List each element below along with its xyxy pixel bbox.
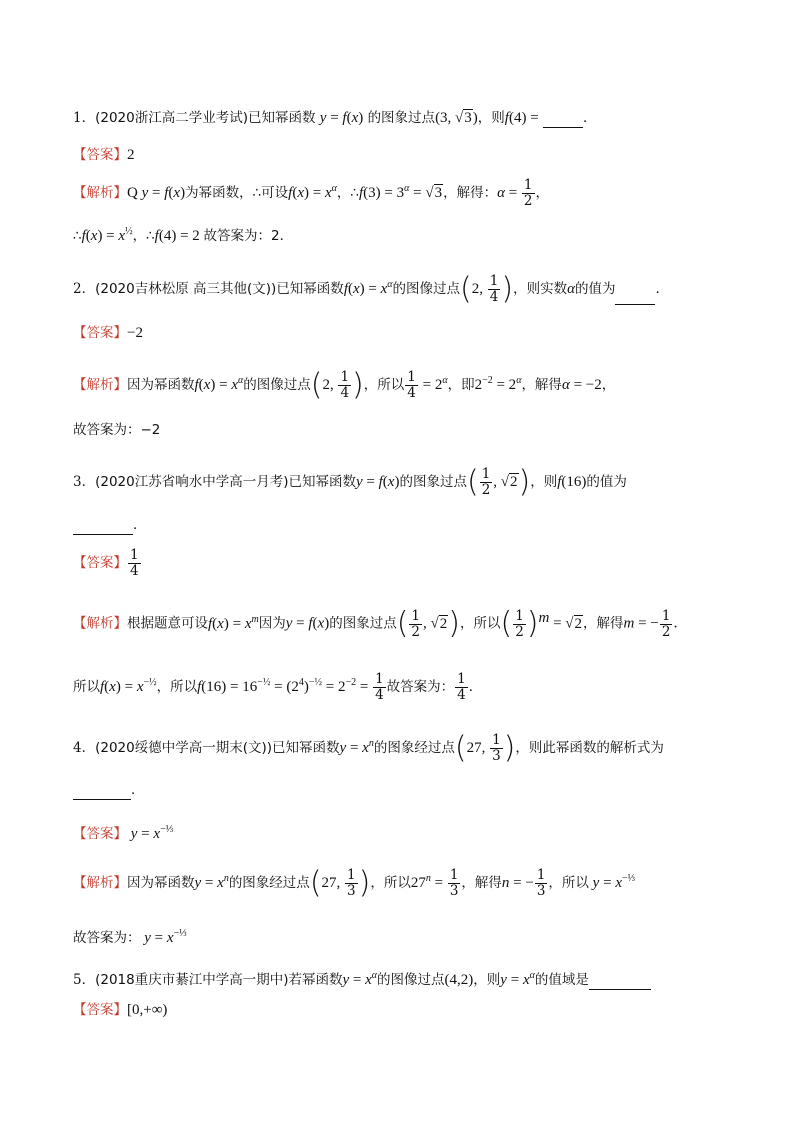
q3-stem: 3．(2020江苏省响水中学高一月考)已知幂函数y = f(x)的图象过点( $\frac{1}{2}$ , √2)，则f(16)的值为 [73,464,627,500]
q1-analysis-2: ∴f(x) = $x^{\frac{1}{2}}$，∴f(4) = 2 故答案为：2． [73,226,294,244]
q2-answer: 【答案】−2 [73,325,143,341]
q3-analysis: 【解析】根据题意可设$f(x) = x^m$因为y = f(x)的图象过点( $\frac{1}{2}$ , √2)，所以( $\frac{1}{2}$ )$^m$ = √2，解得m = − $\frac{1}{2}$ . [73,606,678,641]
q3-answer: 【答案】 $\frac{1}{4}$ [73,547,139,579]
q4-analysis: 【解析】因为幂函数$y = x^n$的图象经过点(27, $\frac{1}{3}$ )，所以$27^n$ = $\frac{1}{3}$ ，解得n = − $\frac{1}{3}$ ，所以 $y = x^{-\frac{1}{3}}$ [73,865,636,901]
q1-formula: y = f(x) [319,110,364,126]
q1-answer-blank [543,113,583,128]
q3-analysis-2: 所以$f(x) = x^{-\frac{1}{2}}$，所以$f(16) = 16^{-\frac{1}{2}} = (2^4)^{-\frac{1}{2}} = 2^{-2}$ = $\frac{1}{4}$ 故答案为： $\frac{1}{4}$ ． [73,671,483,703]
q4-answer-blank [73,785,131,800]
q2-stem: 2．(2020吉林松原 高三其他(文))已知幂函数$f(x) = x^\alpha$的图像过点(2, $\frac{1}{4}$ )，则实数α的值为 ． [73,271,669,307]
q4-blank-line: ． [73,780,754,800]
q4-answer: 【答案】 $y = x^{-\frac{1}{3}}$ [73,824,174,842]
q1-source: (2020浙江高二学业考试) [95,110,248,126]
q5-stem: 5．(2018重庆市綦江中学高一期中)若幂函数$y = x^\alpha$的图像过点(4,2)，则$y = x^\alpha$的值域是 [73,966,754,990]
q3-blank-line: ． [73,515,754,535]
q4-conclusion: 故答案为： $y = x^{-\frac{1}{3}}$ [73,928,187,946]
q1-answer: 【答案】2 [73,147,135,163]
q5-answer-blank [589,975,651,990]
q1-stem: 1．(2020浙江高二学业考试)已知幂函数 y = f(x) 的图象过点(3, √3)，则f(4) = ． [73,110,597,126]
q2-analysis: 【解析】因为幂函数$f(x) = x^\alpha$的图像过点(2, $\frac{1}{4}$ )，所以 $\frac{1}{4}$ = $2^\alpha$，即$2^{-2} = 2^\alpha$，解得α = −2， [73,367,616,403]
q2-answer-blank [615,290,655,305]
q2-conclusion: 故答案为：−2 [73,422,161,438]
q1-analysis: 【解析】Q y = f(x)为幂函数，∴可设$f(x) = x^\alpha$，∴f(3) = $3^\alpha = √3$，解得：α = $\frac{1}{2}$ ， [73,177,550,209]
q1-number: 1． [73,110,96,126]
q4-stem: 4．(2020绥德中学高一期末(文))已知幂函数$y = x^n$的图象经过点(27, $\frac{1}{3}$ )，则此幂函数的解析式为 [73,730,664,766]
q3-answer-blank [73,520,133,535]
q5-answer: 【答案】[0,+∞) [73,1002,168,1018]
